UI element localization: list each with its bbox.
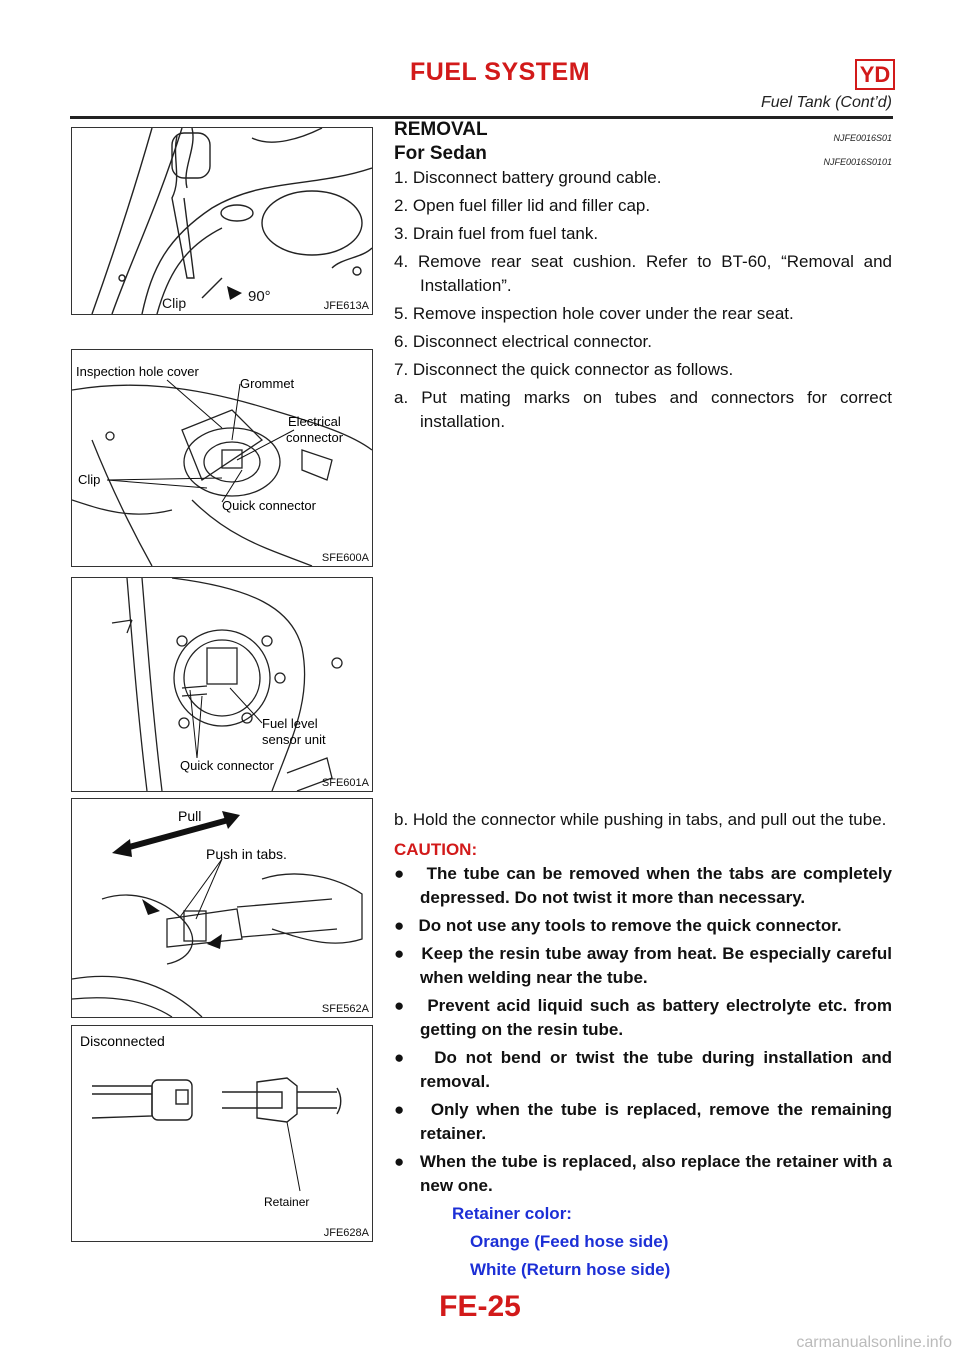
engine-code-badge: YD xyxy=(855,59,895,90)
figure-label-clip: Clip xyxy=(162,295,187,311)
subsection-code: NJFE0016S0101 xyxy=(823,157,892,167)
subsection-title: For Sedan xyxy=(394,143,487,164)
figure-id: SFE601A xyxy=(321,777,369,789)
figure-sfe600a xyxy=(71,349,373,567)
pull-tube-illustration xyxy=(72,799,372,1017)
figure-label-clip: Clip xyxy=(78,472,101,487)
removal-section xyxy=(394,118,892,438)
figure-label-inspection: Inspection hole cover xyxy=(76,364,199,379)
figure-label-push-tabs: Push in tabs. xyxy=(206,846,287,862)
step-item: 1. Disconnect battery ground cable. xyxy=(394,168,662,187)
step-item: 3. Drain fuel from fuel tank. xyxy=(394,224,599,243)
figure-sfe601a xyxy=(71,577,373,792)
figure-label-electrical: Electrical xyxy=(288,414,341,429)
figure-label-disconnected: Disconnected xyxy=(80,1033,165,1049)
step-item: 4. Remove rear seat cushion. Refer to BT-60, “Removal and Installation”. xyxy=(394,252,892,295)
step-item: 5. Remove inspection hole cover under the rear seat. xyxy=(394,304,794,323)
figure-label-pull: Pull xyxy=(178,808,202,824)
caution-item: ● Only when the tube is replaced, remove the remaining retainer. xyxy=(394,1100,892,1143)
figure-label-connector: connector xyxy=(286,430,344,445)
section-header-title: FUEL SYSTEM xyxy=(410,58,591,86)
page-number: FE-25 xyxy=(439,1290,521,1323)
screwdriver-clip-illustration xyxy=(72,128,372,314)
step-item: 7. Disconnect the quick connector as follows. xyxy=(394,360,734,379)
figure-label-quick-connector: Quick connector xyxy=(222,498,316,513)
figure-id: SFE562A xyxy=(321,1003,369,1015)
step-item: a. Put mating marks on tubes and connectors for correct installation. xyxy=(394,388,892,431)
quick-connector-section xyxy=(394,808,892,1282)
figure-id: SFE600A xyxy=(321,552,369,564)
fuel-level-sensor-illustration xyxy=(72,578,372,791)
figure-sfe562a xyxy=(71,798,373,1018)
inspection-hole-illustration xyxy=(72,350,372,566)
step-item: 2. Open fuel filler lid and filler cap. xyxy=(394,196,651,215)
figure-id: JFE628A xyxy=(323,1227,369,1239)
section-code: NJFE0016S01 xyxy=(833,133,892,143)
step-b: b. Hold the connector while pushing in tabs, and pull out the tube. xyxy=(394,810,887,829)
figure-label-quick-connector: Quick connector xyxy=(180,758,274,773)
retainer-feed: Orange (Feed hose side) xyxy=(470,1232,669,1251)
caution-item: ● Keep the resin tube away from heat. Be especially careful when welding near the tube. xyxy=(394,944,893,987)
figure-label-fuel-level: Fuel level xyxy=(262,716,318,731)
figure-jfe613a xyxy=(71,127,373,315)
figure-label-angle: 90° xyxy=(248,288,271,305)
figure-label-grommet: Grommet xyxy=(240,376,295,391)
caution-label: CAUTION: xyxy=(394,840,478,859)
section-heading xyxy=(394,118,892,142)
step-item: 6. Disconnect electrical connector. xyxy=(394,332,652,351)
section-title: REMOVAL xyxy=(394,119,488,140)
watermark: carmanualsonline.info xyxy=(796,1334,952,1351)
figure-label-retainer: Retainer xyxy=(264,1195,310,1209)
disconnected-retainer-illustration xyxy=(72,1026,372,1241)
retainer-color-label: Retainer color: xyxy=(452,1204,572,1223)
caution-item: ● Do not bend or twist the tube during installation and removal. xyxy=(394,1048,892,1091)
caution-item: ● Do not use any tools to remove the quick connector. xyxy=(394,916,842,935)
header-subtitle: Fuel Tank (Cont’d) xyxy=(760,94,892,111)
caution-item: ● When the tube is replaced, also replace the retainer with a new one. xyxy=(394,1152,892,1195)
figure-label-sensor-unit: sensor unit xyxy=(262,732,326,747)
figure-id: JFE613A xyxy=(323,300,369,312)
retainer-return: White (Return hose side) xyxy=(470,1260,671,1279)
caution-item: ● The tube can be removed when the tabs are completely depressed. Do not twist it more than necessary. xyxy=(394,864,892,907)
figure-jfe628a xyxy=(71,1025,373,1242)
caution-item: ● Prevent acid liquid such as battery electrolyte etc. from getting on the resin tube. xyxy=(394,996,893,1039)
subsection-heading xyxy=(394,142,892,166)
